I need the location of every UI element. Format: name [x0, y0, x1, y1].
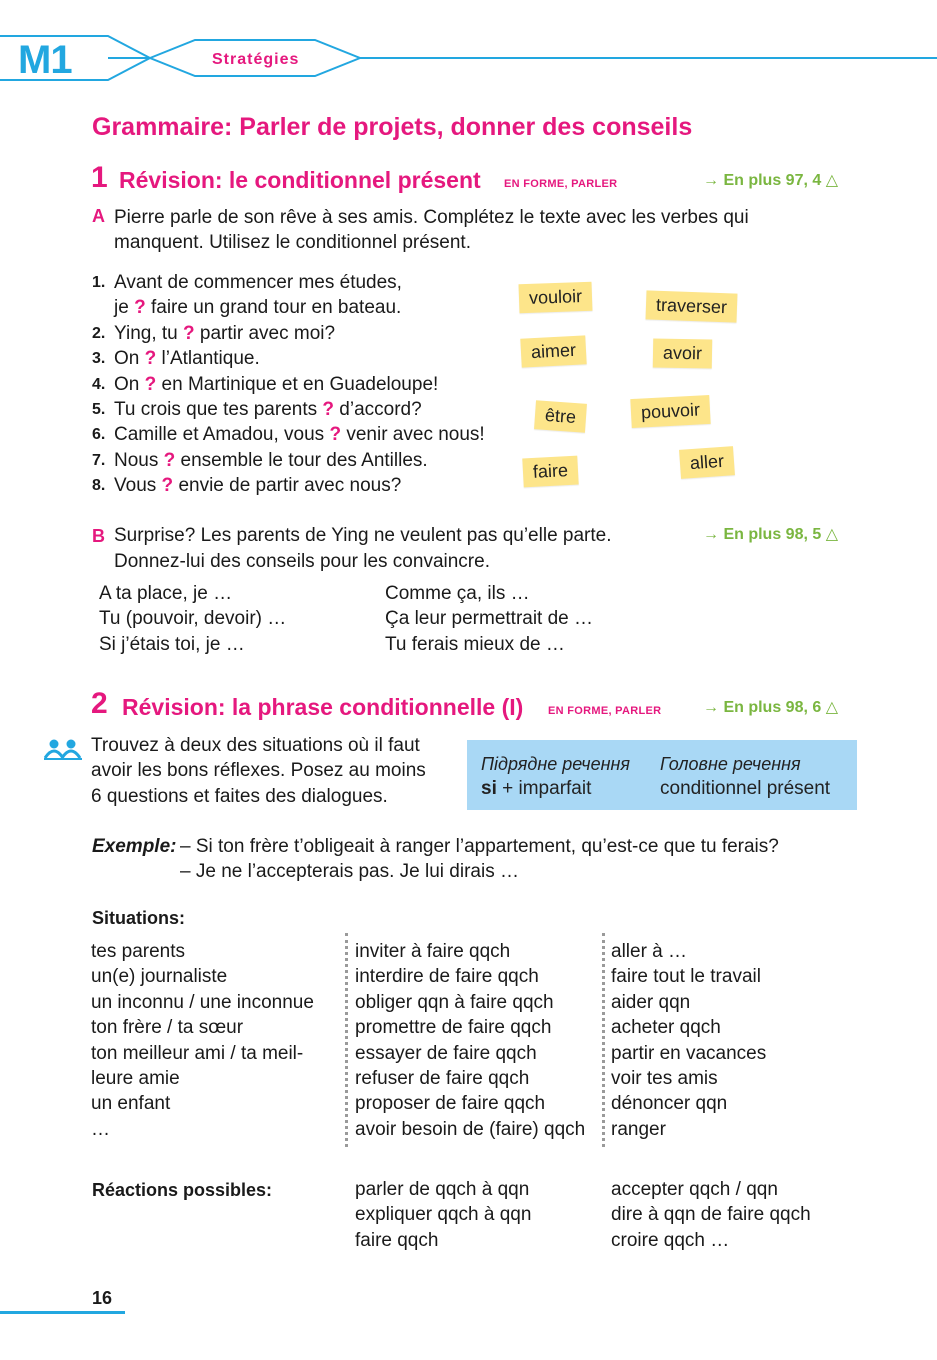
item-number: 6. [92, 426, 106, 444]
blank-marker[interactable]: ? [144, 348, 157, 370]
exercise-item [92, 448, 512, 473]
box-value-right: conditionnel présent [660, 778, 831, 799]
situation-verb: avoir besoin de (faire) qqch [355, 1118, 586, 1140]
box-head-right: Головне речення [660, 754, 801, 774]
situation-verb: obliger qqn à faire qqch [355, 991, 554, 1013]
verb-note: traverser [646, 290, 738, 322]
box-value-left [481, 778, 591, 800]
reaction-phrase: dire à qqn de faire qqch [611, 1204, 811, 1226]
verb-note: aller [679, 446, 735, 479]
item-text-before: Ying, tu [114, 322, 178, 344]
exercise-item [92, 372, 512, 397]
intro-line: Trouvez à deux des situations où il faut [91, 735, 420, 756]
situation-person: … [91, 1118, 110, 1140]
item-text-after: partir avec moi? [199, 322, 336, 344]
pair-work-icon [44, 738, 84, 762]
advice-left-column [99, 581, 286, 657]
item-number: 7. [92, 451, 106, 469]
partB-letter: B [92, 526, 105, 546]
item-text-before: Tu crois que tes parents [114, 399, 318, 421]
reaction-phrase: faire qqch [355, 1229, 439, 1251]
box-head-left: Підрядне речення [481, 754, 631, 774]
page-number-rule [0, 1311, 125, 1314]
situation-person: ton frère / ta sœur [91, 1017, 244, 1039]
section1-ref: → En plus 97, 4 △ [703, 172, 839, 189]
item-number: 8. [92, 477, 106, 495]
item-text-before: On [114, 348, 140, 370]
situation-verb: interdire de faire qqch [355, 966, 539, 988]
box-value-left-rest: + imparfait [496, 778, 592, 799]
verb-note: être [534, 400, 587, 432]
situation-verb: promettre de faire qqch [355, 1017, 552, 1039]
column-divider [602, 933, 605, 1147]
situation-action: partir en vacances [611, 1042, 767, 1064]
item-number: 5. [92, 401, 106, 419]
section1-number: 1 [91, 161, 108, 194]
item-text-after: en Martinique et en Guadeloupe! [161, 373, 439, 395]
item-text-before: Camille et Amadou, vous [114, 424, 325, 446]
situation-action: aller à … [611, 941, 688, 962]
situation-person: un(e) journaliste [91, 966, 228, 988]
item-number: 4. [92, 375, 106, 393]
reactions-col2 [355, 1177, 531, 1253]
page-number: 16 [92, 1288, 113, 1308]
column-divider [345, 933, 348, 1147]
partA-letter: A [92, 206, 105, 226]
situation-person: ton meilleur ami / ta meil- [91, 1042, 304, 1064]
situation-verb: refuser de faire qqch [355, 1068, 530, 1090]
item-text-before: Vous [114, 475, 157, 497]
advice-right-column [385, 581, 593, 657]
reaction-phrase: parler de qqch à qqn [355, 1179, 530, 1200]
item-text-after: d’accord? [339, 399, 422, 421]
item-text-after: faire un grand tour en bateau. [150, 297, 402, 319]
advice-phrase: Si j’étais toi, je … [99, 633, 245, 655]
exercise-item [92, 346, 512, 371]
partA-line2: manquent. Utilisez le conditionnel présent. [114, 232, 471, 253]
example-label: Exemple: [92, 836, 177, 857]
verb-note: faire [522, 456, 578, 488]
situation-action: aider qqn [611, 991, 691, 1013]
blank-marker[interactable]: ? [163, 449, 176, 471]
section2-title: Révision: la phrase conditionnelle (I) [122, 694, 524, 720]
situation-action: acheter qqch [611, 1017, 721, 1039]
item-text-before: Avant de commencer mes études, [114, 272, 402, 293]
reaction-phrase: expliquer qqch à qqn [355, 1204, 532, 1226]
intro-line: 6 questions et faites des dialogues. [91, 785, 388, 807]
situations-col1 [91, 939, 314, 1142]
blank-marker[interactable]: ? [134, 297, 146, 319]
situation-action: voir tes amis [611, 1068, 718, 1090]
page-title: Grammaire: Parler de projets, donner des conseils [92, 113, 693, 141]
situations-col2 [355, 939, 585, 1142]
situation-action: dénoncer qqn [611, 1093, 728, 1115]
exercise-item [92, 422, 512, 447]
exercise-list [92, 270, 512, 499]
item-text-before: je [114, 297, 129, 319]
reactions-label: Réactions possibles: [92, 1180, 273, 1200]
partB-line1: Surprise? Les parents de Ying ne veulent pas qu’elle parte. [114, 525, 612, 546]
verb-note: avoir [653, 338, 713, 368]
partB-ref: → En plus 98, 5 △ [703, 526, 839, 543]
item-text-after: ensemble le tour des Antilles. [180, 449, 428, 471]
section2-tag: EN FORME, PARLER [548, 705, 662, 717]
verb-note: aimer [520, 335, 586, 367]
item-number: 1. [92, 274, 106, 291]
example-line: – Si ton frère t’obligeait à ranger l’appartement, qu’est-ce que tu ferais? [180, 836, 779, 857]
exercise-item [92, 473, 512, 498]
partB-line2: Donnez-lui des conseils pour les convaincre. [114, 551, 490, 572]
example-lines [180, 834, 779, 885]
exercise-item [92, 397, 512, 422]
blank-marker[interactable]: ? [183, 322, 195, 344]
reaction-phrase: accepter qqch / qqn [611, 1179, 778, 1200]
item-number: 2. [92, 324, 106, 342]
section2-number: 2 [91, 687, 108, 720]
item-text-before: Nous [114, 449, 159, 471]
situations-label: Situations: [92, 908, 185, 928]
section1-tag: EN FORME, PARLER [504, 178, 618, 190]
situation-person: un inconnu / une inconnue [91, 991, 314, 1013]
blank-marker[interactable]: ? [322, 399, 335, 421]
section2-intro [91, 733, 426, 809]
situation-verb: inviter à faire qqch [355, 941, 511, 962]
item-text-after: envie de partir avec nous? [178, 475, 402, 497]
reactions-col3 [611, 1177, 811, 1253]
section-tab: Stratégies [212, 51, 300, 68]
situations-col3 [611, 939, 766, 1142]
si-keyword: si [481, 778, 497, 799]
example-line: – Je ne l’accepterais pas. Je lui dirais … [180, 861, 519, 883]
advice-phrase: Tu (pouvoir, devoir) … [99, 608, 287, 630]
section1-title: Révision: le conditionnel présent [119, 167, 481, 193]
header-banner [0, 0, 937, 100]
advice-phrase: Tu ferais mieux de … [385, 633, 565, 655]
item-number: 3. [92, 350, 106, 368]
section2-ref: → En plus 98, 6 △ [703, 699, 839, 716]
advice-phrase: Ça leur permettrait de … [385, 608, 594, 630]
situation-person: un enfant [91, 1093, 171, 1115]
exercise-item [92, 321, 512, 346]
item-text-after: l’Atlantique. [161, 348, 260, 370]
blank-marker[interactable]: ? [144, 373, 157, 395]
verb-note: vouloir [519, 282, 593, 314]
situation-verb: proposer de faire qqch [355, 1093, 546, 1115]
situation-person: leure amie [91, 1068, 180, 1090]
situation-verb: essayer de faire qqch [355, 1042, 537, 1064]
situation-action: faire tout le travail [611, 966, 761, 988]
blank-marker[interactable]: ? [329, 424, 342, 446]
module-label: M1 [18, 38, 72, 82]
exercise-item [92, 295, 512, 320]
reaction-phrase: croire qqch … [611, 1229, 730, 1251]
exercise-item [92, 270, 512, 295]
situation-person: tes parents [91, 941, 185, 962]
partA-line1: Pierre parle de son rêve à ses amis. Complétez le texte avec les verbes qui [114, 207, 749, 228]
verb-note: pouvoir [630, 395, 710, 428]
blank-marker[interactable]: ? [161, 475, 174, 497]
advice-phrase: Comme ça, ils … [385, 583, 530, 604]
advice-phrase: A ta place, je … [99, 583, 233, 604]
situation-action: ranger [611, 1118, 666, 1140]
item-text-after: venir avec nous! [346, 424, 485, 446]
grammar-box [467, 740, 857, 810]
item-text-before: On [114, 373, 140, 395]
intro-line: avoir les bons réflexes. Posez au moins [91, 760, 426, 782]
